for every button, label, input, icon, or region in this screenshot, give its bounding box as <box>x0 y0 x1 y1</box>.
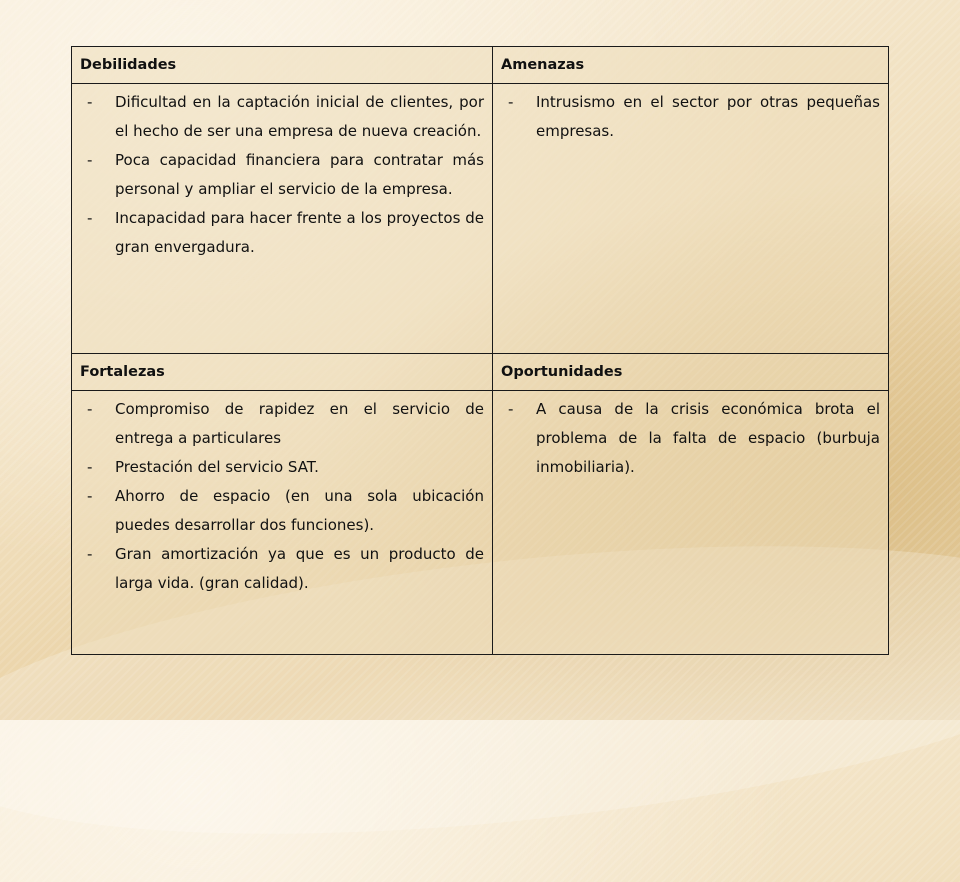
debilidades-cell <box>72 84 493 354</box>
bullet-dash: - <box>87 487 93 506</box>
list-item: - Dificultad en la captación inicial de clientes, por el hecho de ser una empresa de nueva creación. <box>80 88 484 146</box>
fortalezas-cell <box>72 391 493 655</box>
bullet-dash: - <box>87 151 93 170</box>
list-item: - Incapacidad para hacer frente a los proyectos de gran envergadura. <box>80 204 484 262</box>
debilidades-list <box>80 88 484 262</box>
list-item: - A causa de la crisis económica brota el problema de la falta de espacio (burbuja inmobiliaria). <box>501 395 880 482</box>
header-row-bottom <box>72 353 889 390</box>
bullet-dash: - <box>87 545 93 564</box>
list-item: - Prestación del servicio SAT. <box>80 453 484 482</box>
header-amenazas: Amenazas <box>493 47 889 84</box>
swot-table <box>71 46 889 655</box>
list-item: - Compromiso de rapidez en el servicio de entrega a particulares <box>80 395 484 453</box>
amenazas-list <box>501 88 880 146</box>
bullet-dash: - <box>508 400 514 419</box>
bullet-dash: - <box>87 458 93 477</box>
list-item: - Intrusismo en el sector por otras pequeñas empresas. <box>501 88 880 146</box>
header-oportunidades: Oportunidades <box>493 353 889 390</box>
list-item: - Ahorro de espacio (en una sola ubicación puedes desarrollar dos funciones). <box>80 482 484 540</box>
header-debilidades: Debilidades <box>72 47 493 84</box>
list-item: - Gran amortización ya que es un producto de larga vida. (gran calidad). <box>80 540 484 598</box>
bullet-dash: - <box>87 400 93 419</box>
bullet-dash: - <box>87 93 93 112</box>
body-row-top <box>72 84 889 354</box>
oportunidades-list <box>501 395 880 482</box>
list-item: - Poca capacidad financiera para contratar más personal y ampliar el servicio de la empresa. <box>80 146 484 204</box>
oportunidades-cell <box>493 391 889 655</box>
bullet-dash: - <box>508 93 514 112</box>
header-row-top <box>72 47 889 84</box>
bullet-dash: - <box>87 209 93 228</box>
body-row-bottom <box>72 391 889 655</box>
header-fortalezas: Fortalezas <box>72 353 493 390</box>
fortalezas-list <box>80 395 484 598</box>
amenazas-cell <box>493 84 889 354</box>
